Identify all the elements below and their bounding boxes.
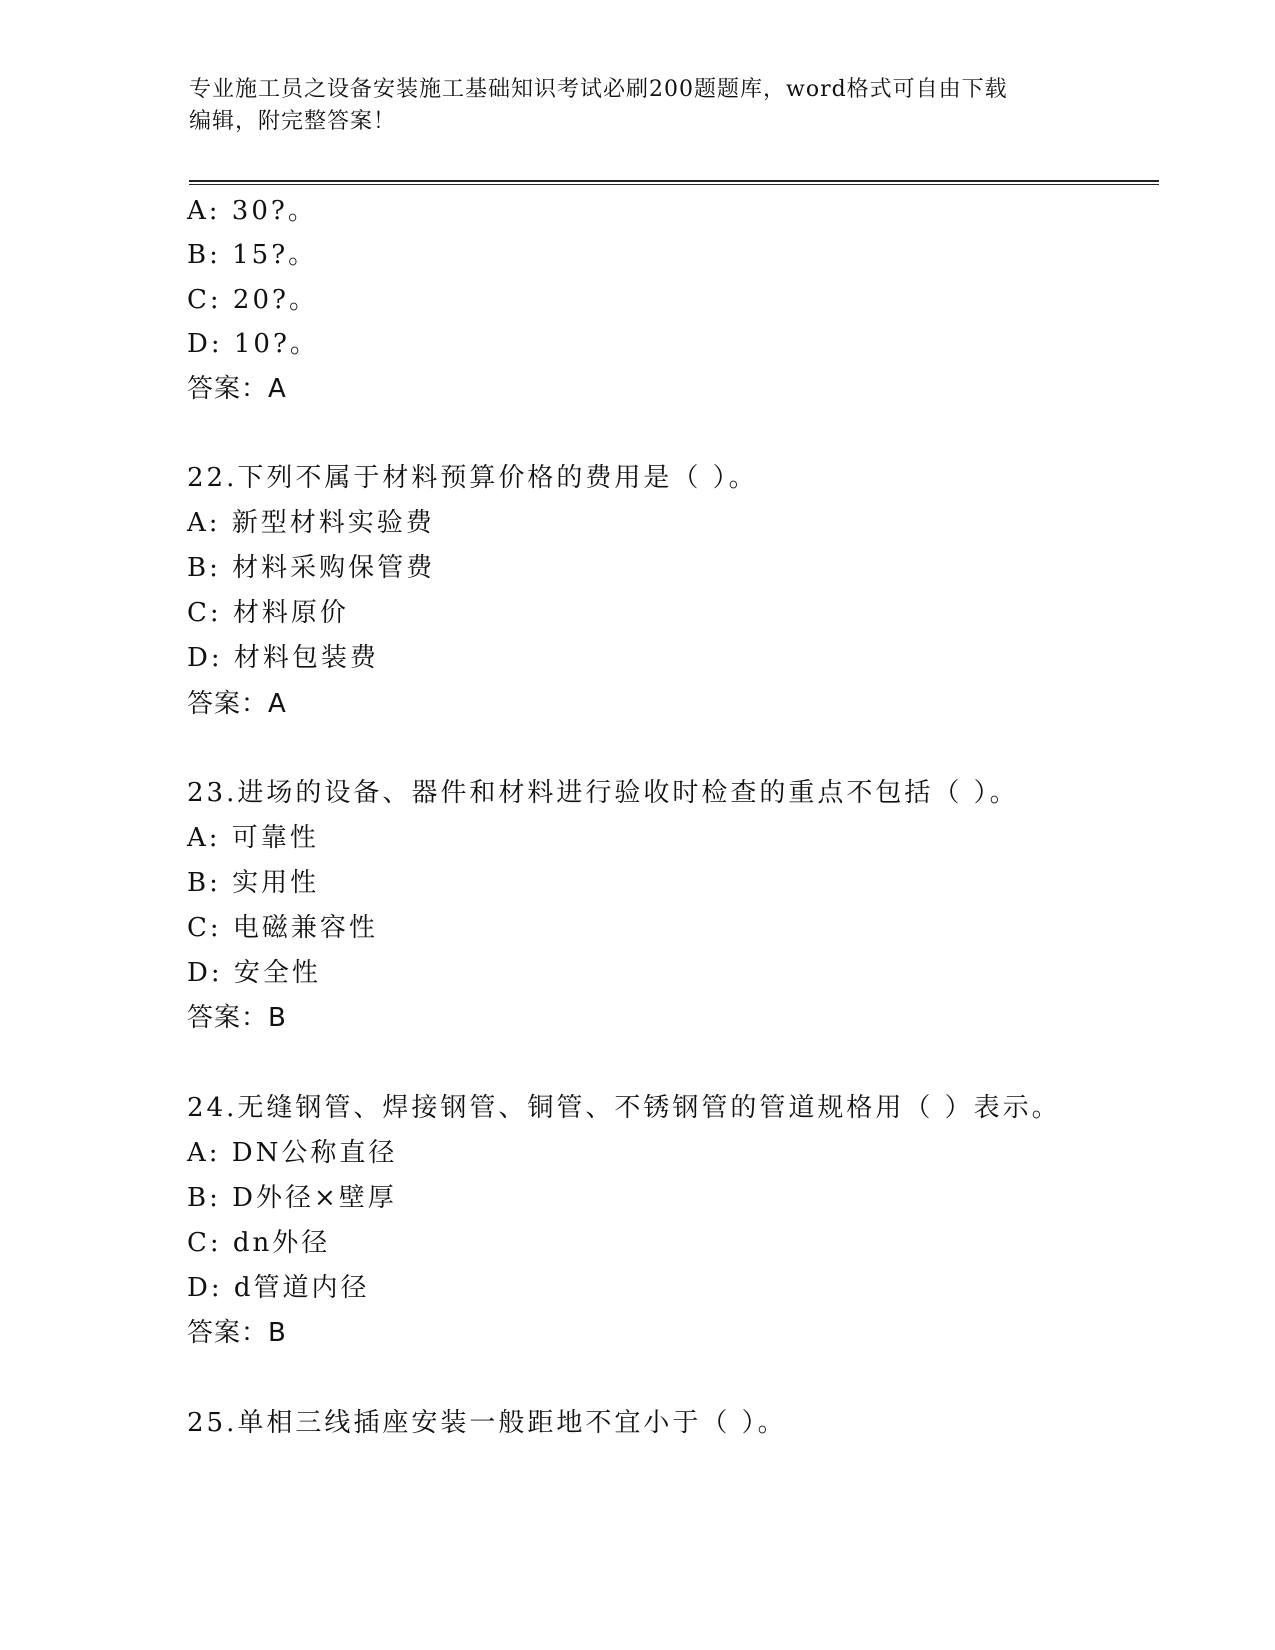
option-c: C: 20?。 [187, 285, 318, 315]
option-b: B: D外径×壁厚 [187, 1183, 397, 1213]
option-d: D: 10?。 [187, 329, 319, 359]
question-23: 23.进场的设备、器件和材料进行验收时检查的重点不包括（ ）。 [187, 778, 1019, 808]
option-b: B: 材料采购保管费 [187, 553, 436, 583]
answer: 答案：B [187, 1318, 287, 1348]
option-d: D: 安全性 [187, 958, 321, 988]
answer: 答案：A [187, 374, 287, 404]
question-24: 24.无缝钢管、焊接钢管、铜管、不锈钢管的管道规格用（ ）表示。 [187, 1093, 1061, 1123]
question-25: 25.单相三线插座安装一般距地不宜小于（ ）。 [187, 1408, 787, 1438]
option-b: B: 15?。 [187, 240, 318, 270]
option-c: C: 电磁兼容性 [187, 913, 378, 943]
option-d: D: 材料包装费 [187, 643, 379, 673]
document-header [189, 74, 1089, 138]
option-c: C: 材料原价 [187, 598, 349, 628]
header-title-line1: 专业施工员之设备安装施工基础知识考试必刷200题题库，word格式可自由下载 [189, 77, 1008, 102]
option-b: B: 实用性 [187, 868, 320, 898]
header-title-line2: 编辑，附完整答案！ [189, 109, 397, 134]
option-d: D: d管道内径 [187, 1273, 370, 1303]
option-a: A: DN公称直径 [187, 1138, 398, 1168]
header-rule-thin [189, 184, 1159, 185]
option-c: C: dn外径 [187, 1228, 331, 1258]
question-22: 22.下列不属于材料预算价格的费用是（ ）。 [187, 463, 758, 493]
answer: 答案：A [187, 689, 287, 719]
answer: 答案：B [187, 1003, 287, 1033]
option-a: A: 可靠性 [187, 823, 319, 853]
header-rule-thick [189, 180, 1159, 182]
option-a: A: 30?。 [187, 196, 317, 226]
option-a: A: 新型材料实验费 [187, 508, 435, 538]
